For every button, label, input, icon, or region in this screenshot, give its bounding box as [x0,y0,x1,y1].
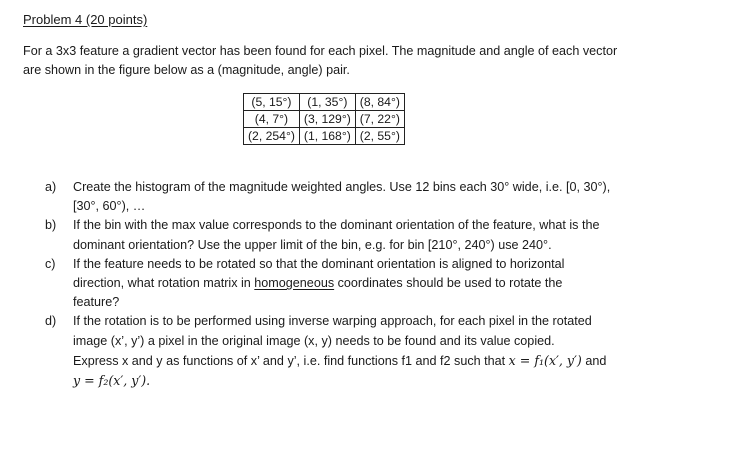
grid-cell: (3, 129°) [299,111,355,128]
question-text-line: feature? [73,295,120,310]
grid-cell: (2, 254°) [244,128,300,145]
grid-row [244,111,405,128]
question-letter: d) [45,314,57,329]
question-letter: a) [45,180,57,194]
grid-cell: (8, 84°) [355,94,404,111]
intro-line-1: For a 3x3 feature a gradient vector has been found for each pixel. The magnitude and angle of each vector [23,44,618,58]
text-fragment: coordinates should be used to rotate the [334,276,563,291]
question-text-line: [30°, 60°), … [73,199,146,214]
math-expression: x = f₁(x′, y′) [508,352,582,368]
underlined-term: homogeneous [254,276,335,291]
question-text-line [73,274,665,293]
question-c [45,255,665,313]
grid-cell: (2, 55°) [355,128,404,145]
text-fragment: Express x and y as functions of x’ and y’, i.e. find functions f1 and f2 such that [73,353,506,368]
problem-intro [23,42,663,80]
question-d [45,312,665,390]
question-text-line: If the feature needs to be rotated so that the dominant orientation is aligned to horizontal [73,256,565,271]
text-fragment: and [585,353,607,368]
question-text-line: If the bin with the max value corresponds to the dominant orientation of the feature, what is the [73,218,600,233]
problem-title: Problem 4 (20 points) [23,12,148,27]
question-text-line: Create the histogram of the magnitude weighted angles. Use 12 bins each 30° wide, i.e. [0, 30°), [73,180,611,194]
math-expression: y = f₂(x′, y′). [73,373,151,389]
question-letter: b) [45,218,57,233]
question-text-line: dominant orientation? Use the upper limit of the bin, e.g. for bin [210°, 240°) use 240°. [73,237,552,252]
intro-line-2: are shown in the figure below as a (magnitude, angle) pair. [23,63,350,77]
grid-cell: (4, 7°) [244,111,300,128]
question-text-line [73,351,665,371]
gradient-grid-table [243,93,405,145]
question-text-line: image (x’, y’) a pixel in the original image (x, y) needs to be found and its value copied. [73,333,555,348]
grid-row [244,94,405,111]
grid-cell: (7, 22°) [355,111,404,128]
grid-row [244,128,405,145]
question-text-line: If the rotation is to be performed using inverse warping approach, for each pixel in the rotated [73,314,592,329]
text-fragment: direction, what rotation matrix in [73,276,255,291]
question-a [45,178,665,216]
question-letter: c) [45,256,56,271]
question-b [45,216,665,254]
grid-cell: (1, 168°) [299,128,355,145]
grid-cell: (5, 15°) [244,94,300,111]
grid-cell: (1, 35°) [299,94,355,111]
question-list [45,178,665,390]
